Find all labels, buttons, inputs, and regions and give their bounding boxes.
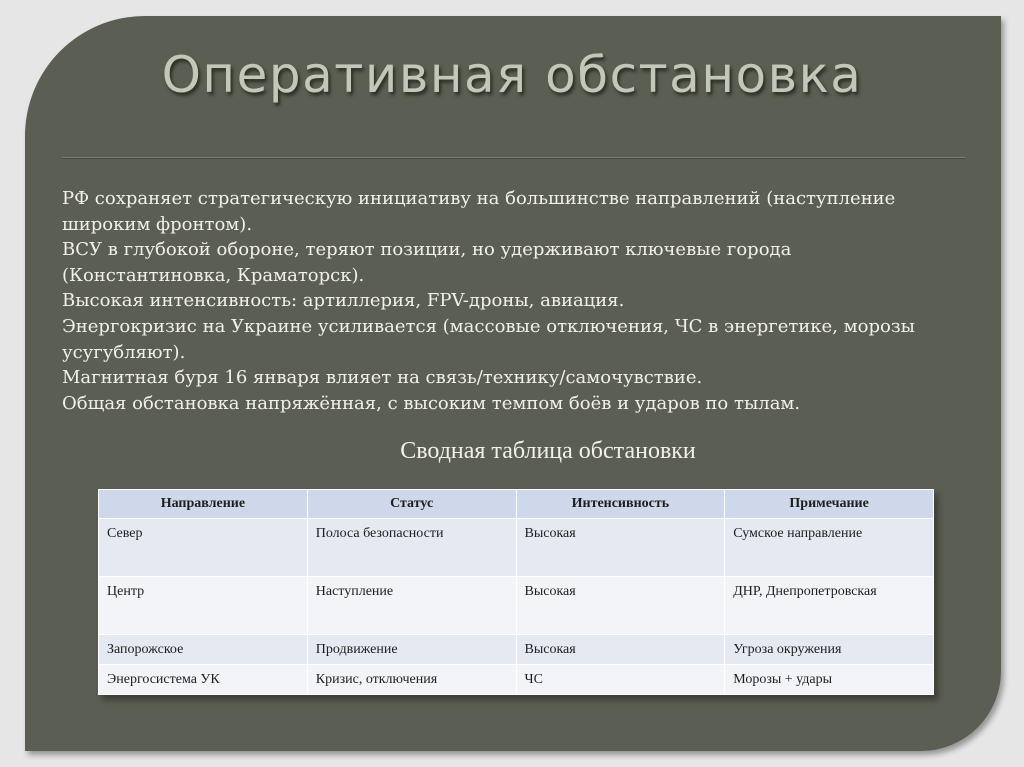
column-header: Направление — [99, 490, 308, 519]
title-divider — [62, 157, 965, 159]
table-cell: Полоса безопасности — [307, 519, 516, 577]
body-text — [62, 186, 962, 416]
table-cell: ДНР, Днепропетровская — [725, 577, 934, 635]
table-row — [99, 577, 934, 635]
table-cell: Высокая — [516, 519, 725, 577]
paragraph: Магнитная буря 16 января влияет на связь/технику/самочувствие. — [62, 367, 703, 389]
table-cell: Высокая — [516, 577, 725, 635]
paragraph: Энергокризис на Украине усиливается (массовые отключения, ЧС в энергетике, морозы усугубляют). — [62, 315, 915, 363]
table-cell: Кризис, отключения — [307, 665, 516, 695]
table-header-row — [99, 490, 934, 519]
column-header: Примечание — [725, 490, 934, 519]
paragraph: Высокая интенсивность: артиллерия, FPV-дроны, авиация. — [62, 290, 625, 312]
table-row — [99, 519, 934, 577]
summary-table — [98, 489, 934, 695]
table-cell: Энергосистема УК — [99, 665, 308, 695]
table-row — [99, 635, 934, 665]
table-cell: Угроза окружения — [725, 635, 934, 665]
table-cell: Сумское направление — [725, 519, 934, 577]
column-header: Статус — [307, 490, 516, 519]
table-cell: Запорожское — [99, 635, 308, 665]
paragraph: Общая обстановка напряжённая, с высоким темпом боёв и ударов по тылам. — [62, 392, 801, 414]
paragraph: РФ сохраняет стратегическую инициативу на большинстве направлений (наступление широким фронтом). — [62, 188, 896, 235]
table-cell: Центр — [99, 577, 308, 635]
table-caption: Сводная таблица обстановки — [400, 438, 696, 464]
table-cell: Высокая — [516, 635, 725, 665]
column-header: Интенсивность — [516, 490, 725, 519]
table-cell: Продвижение — [307, 635, 516, 665]
table-cell: ЧС — [516, 665, 725, 695]
table-row — [99, 665, 934, 695]
table-cell: Морозы + удары — [725, 665, 934, 695]
table-cell: Север — [99, 519, 308, 577]
table-cell: Наступление — [307, 577, 516, 635]
slide-title: Оперативная обстановка — [161, 46, 863, 104]
paragraph: ВСУ в глубокой обороне, теряют позиции, но удерживают ключевые города (Константиновка, Краматорск). — [62, 239, 792, 286]
